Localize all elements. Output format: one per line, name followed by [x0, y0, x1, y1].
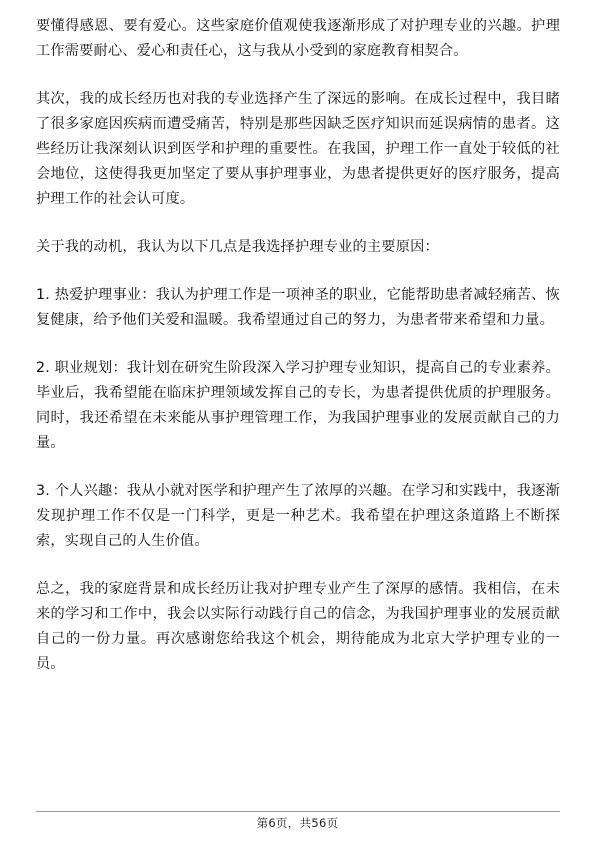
page-number: 第6页，共56页 — [256, 816, 339, 830]
document-body — [36, 14, 560, 700]
footer-divider — [36, 811, 560, 812]
paragraph-growth-experience: 其次，我的成长经历也对我的专业选择产生了深远的影响。在成长过程中，我目睹了很多家庭因疾病而遭受痛苦，特别是那些因缺乏医疗知识而延误病情的患者。这些经历让我深刻认识到医学和护理的重要性。在我国，护理工作一直处于较低的社会地位，这使得我更加坚定了要从事护理事业，为患者提供更好的医疗服务，提高护理工作的社会认可度。 — [36, 91, 560, 207]
list-item-personal-interest: 3. 个人兴趣：我从小就对医学和护理产生了浓厚的兴趣。在学习和实践中，我逐渐发现护理工作不仅是一门科学，更是一种艺术。我希望在护理这条道路上不断探索，实现自己的人生价值。 — [36, 483, 560, 549]
paragraph-motivation-intro: 关于我的动机，我认为以下几点是我选择护理专业的主要原因： — [36, 239, 439, 255]
list-item-passion: 1. 热爱护理事业：我认为护理工作是一项神圣的职业，它能帮助患者减轻痛苦、恢复健康，给予他们关爱和温暖。我希望通过自己的努力，为患者带来希望和力量。 — [36, 287, 560, 328]
paragraph-conclusion: 总之，我的家庭背景和成长经历让我对护理专业产生了深厚的感情。我相信，在未来的学习和工作中，我会以实际行动践行自己的信念，为我国护理事业的发展贡献自己的一份力量。再次感谢您给我这个机会，期待能成为北京大学护理专业的一员。 — [36, 581, 560, 672]
paragraph-family-values: 要懂得感恩、要有爱心。这些家庭价值观使我逐渐形成了对护理专业的兴趣。护理工作需要耐心、爱心和责任心，这与我从小受到的家庭教育相契合。 — [36, 18, 560, 59]
list-item-career-plan: 2. 职业规划：我计划在研究生阶段深入学习护理专业知识，提高自己的专业素养。毕业后，我希望能在临床护理领域发挥自己的专长，为患者提供优质的护理服务。同时，我还希望在未来能从事护理管理工作，为我国护理事业的发展贡献自己的力量。 — [36, 360, 560, 451]
